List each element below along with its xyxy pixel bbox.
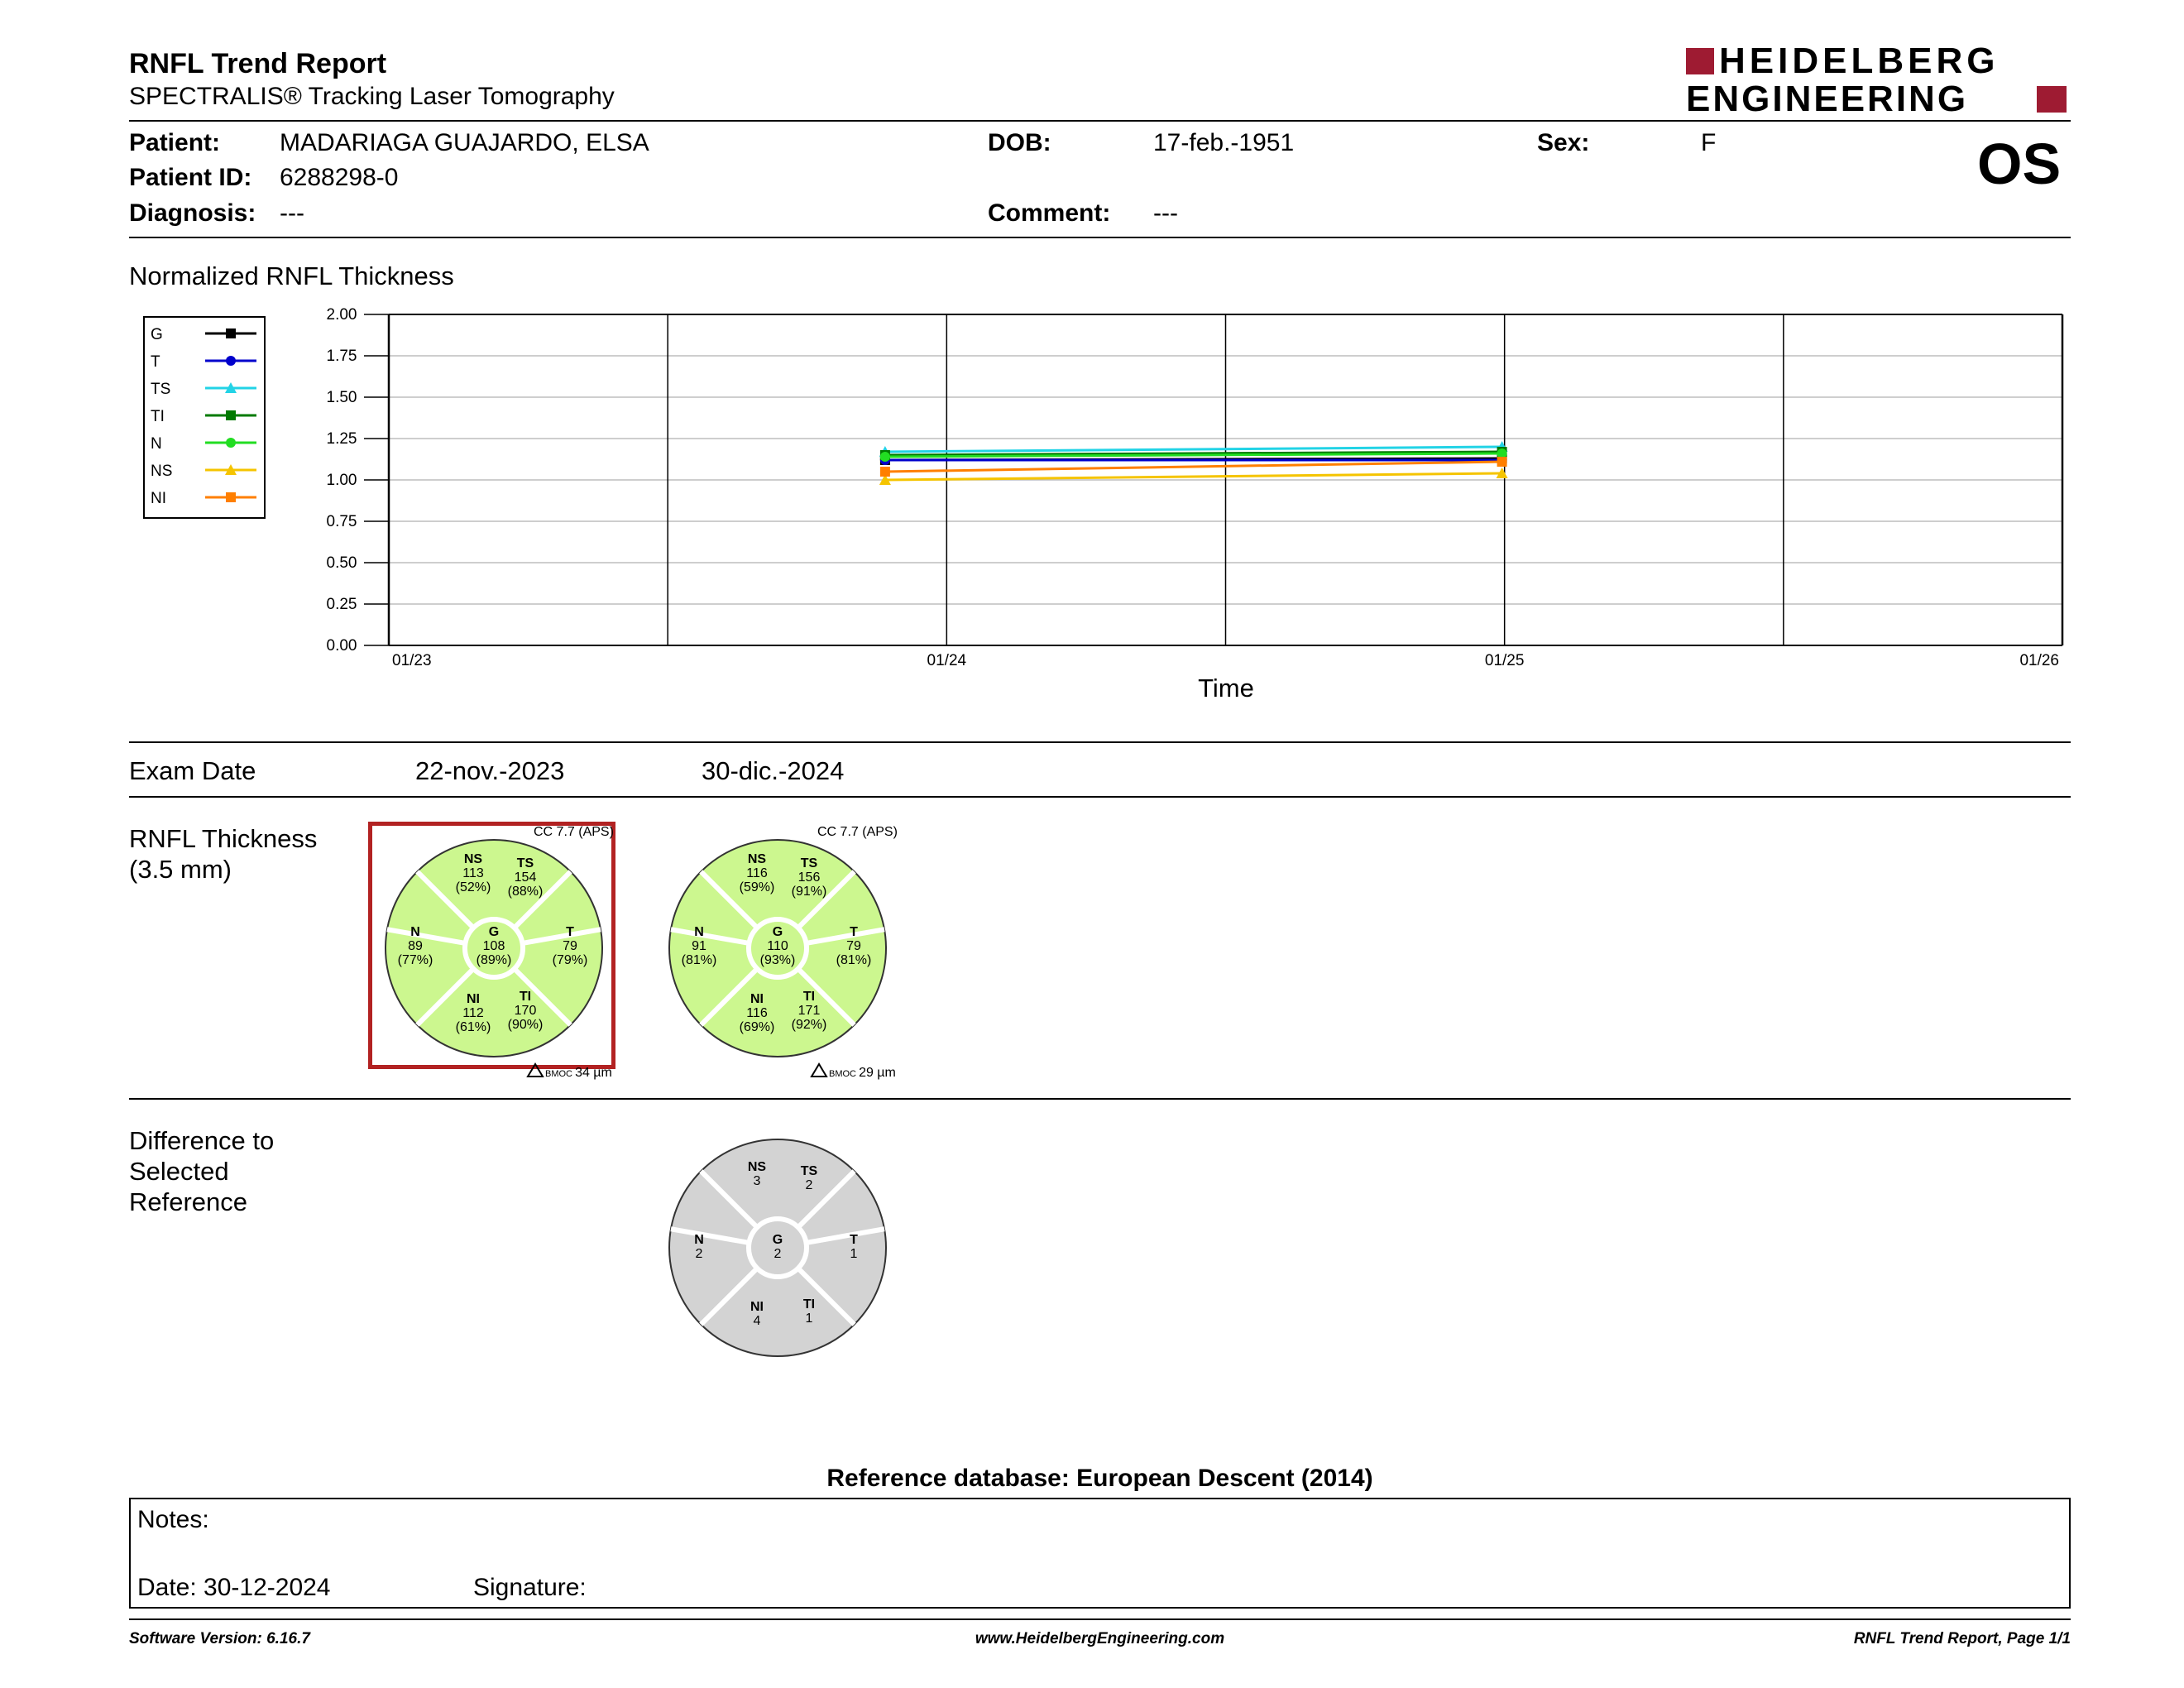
y-tick-label: 1.50 bbox=[326, 389, 357, 406]
sector-pct-ts: (88%) bbox=[507, 885, 544, 899]
page-number: RNFL Trend Report, Page 1/1 bbox=[1853, 1630, 2071, 1647]
sector-value-ti: 171 bbox=[797, 1004, 821, 1018]
sector-pct-ts: (91%) bbox=[791, 885, 827, 899]
sector-pct-ns: (59%) bbox=[739, 880, 775, 894]
difference-circle[interactable] bbox=[669, 1139, 886, 1356]
y-tick-label: 0.50 bbox=[326, 554, 357, 572]
sex-label: Sex: bbox=[1537, 129, 1590, 156]
sector-value-n: 89 bbox=[408, 939, 423, 953]
signature-label: Signature: bbox=[473, 1574, 587, 1601]
diagnosis-value: --- bbox=[280, 199, 304, 227]
legend-label: NS bbox=[151, 463, 173, 480]
sector-value-ni: 4 bbox=[753, 1314, 761, 1328]
sector-name-t: T bbox=[566, 925, 574, 939]
sector-name-ns: NS bbox=[747, 1160, 767, 1174]
x-tick-label: 01/26 bbox=[2019, 652, 2059, 669]
divider bbox=[129, 1098, 2071, 1100]
y-tick-label: 1.25 bbox=[326, 430, 357, 448]
website-link[interactable]: www.HeidelbergEngineering.com bbox=[975, 1630, 1225, 1647]
legend-label: T bbox=[151, 353, 160, 371]
x-tick-label: 01/25 bbox=[1484, 652, 1525, 669]
report-subtitle: SPECTRALIS® Tracking Laser Tomography bbox=[129, 83, 615, 110]
sector-name-ts: TS bbox=[800, 856, 818, 870]
sex-value: F bbox=[1701, 129, 1717, 156]
thickness-label-line1: RNFL Thickness bbox=[129, 824, 318, 853]
diagnosis-label: Diagnosis: bbox=[129, 199, 256, 227]
sector-pct-ni: (61%) bbox=[455, 1020, 491, 1034]
sector-name-ti: TI bbox=[802, 990, 816, 1004]
y-tick-label: 1.00 bbox=[326, 472, 357, 489]
sector-value-ts: 2 bbox=[805, 1178, 813, 1192]
thickness-label-line2: (3.5 mm) bbox=[129, 855, 232, 884]
x-tick-label: 01/23 bbox=[392, 652, 432, 669]
logo-line2: ENGINEERING bbox=[1686, 79, 1969, 119]
sector-pct-t: (79%) bbox=[552, 953, 588, 967]
difference-label-line3: Reference bbox=[129, 1187, 248, 1216]
sector-name-ti: TI bbox=[519, 990, 532, 1004]
patient-label: Patient: bbox=[129, 129, 221, 156]
sector-value-ti: 1 bbox=[805, 1312, 813, 1326]
eye-label: OS bbox=[1977, 132, 2062, 196]
y-tick-label: 0.25 bbox=[326, 596, 357, 613]
reference-database: Reference database: European Descent (2014) bbox=[826, 1465, 1373, 1492]
sector-value-g: 2 bbox=[774, 1247, 782, 1261]
sector-value-g: 110 bbox=[767, 939, 788, 953]
sector-name-ts: TS bbox=[800, 1164, 818, 1178]
x-axis-label: Time bbox=[1198, 674, 1254, 703]
patient-id: 6288298-0 bbox=[280, 164, 399, 191]
y-tick-label: 1.75 bbox=[326, 348, 357, 365]
delta-icon bbox=[812, 1064, 826, 1077]
exam-date-2: 30-dic.-2024 bbox=[702, 756, 845, 785]
sector-value-n: 91 bbox=[692, 939, 706, 953]
sector-value-ti: 170 bbox=[514, 1004, 537, 1018]
sector-name-g: G bbox=[772, 1233, 783, 1247]
report-title: RNFL Trend Report bbox=[129, 48, 387, 79]
comment-value: --- bbox=[1153, 199, 1178, 227]
divider bbox=[129, 1618, 2071, 1620]
software-version: Software Version: 6.16.7 bbox=[129, 1630, 310, 1647]
sector-name-ni: NI bbox=[750, 992, 764, 1006]
sector-name-t: T bbox=[850, 1233, 858, 1247]
sector-pct-ti: (90%) bbox=[507, 1018, 544, 1032]
exam-date-1: 22-nov.-2023 bbox=[415, 756, 565, 785]
delta-icon bbox=[528, 1064, 543, 1077]
sector-pct-n: (77%) bbox=[397, 953, 433, 967]
sector-value-ni: 116 bbox=[746, 1006, 768, 1020]
y-tick-label: 0.00 bbox=[326, 637, 357, 655]
sector-value-ts: 156 bbox=[797, 870, 821, 885]
sector-pct-g: (93%) bbox=[759, 953, 796, 967]
sector-name-ti: TI bbox=[802, 1297, 816, 1312]
legend-label: G bbox=[151, 326, 163, 343]
sector-value-t: 79 bbox=[846, 939, 861, 953]
sector-value-ns: 3 bbox=[753, 1174, 761, 1188]
sector-name-n: N bbox=[694, 925, 704, 939]
sector-name-ni: NI bbox=[750, 1300, 764, 1314]
logo-line1: HEIDELBERG bbox=[1719, 41, 2000, 81]
sector-name-ts: TS bbox=[516, 856, 534, 870]
y-tick-label: 0.75 bbox=[326, 513, 357, 530]
sector-pct-ti: (92%) bbox=[791, 1018, 827, 1032]
sector-pct-g: (89%) bbox=[476, 953, 512, 967]
patient-name: MADARIAGA GUAJARDO, ELSA bbox=[280, 129, 649, 156]
sector-name-ni: NI bbox=[467, 992, 480, 1006]
sector-name-n: N bbox=[694, 1233, 704, 1247]
legend-label: NI bbox=[151, 490, 166, 507]
rnfl-circle-exam-1[interactable] bbox=[386, 825, 614, 1080]
cc-label: CC 7.7 (APS) bbox=[817, 825, 898, 839]
x-tick-label: 01/24 bbox=[927, 652, 967, 669]
bmoc-label: BMOC 29 µm bbox=[829, 1066, 896, 1080]
sector-name-g: G bbox=[772, 925, 783, 939]
sector-value-ns: 113 bbox=[462, 866, 484, 880]
legend-label: N bbox=[151, 435, 162, 453]
sector-name-ns: NS bbox=[463, 852, 483, 866]
sector-name-n: N bbox=[410, 925, 420, 939]
y-tick-label: 2.00 bbox=[326, 306, 357, 324]
legend-label: TS bbox=[151, 381, 171, 398]
difference-label-line1: Difference to bbox=[129, 1126, 275, 1155]
comment-label: Comment: bbox=[988, 199, 1111, 227]
sector-name-g: G bbox=[488, 925, 500, 939]
difference-label-line2: Selected bbox=[129, 1157, 229, 1186]
sector-value-ns: 116 bbox=[746, 866, 768, 880]
sector-name-ns: NS bbox=[747, 852, 767, 866]
exam-date-label: Exam Date bbox=[129, 756, 256, 785]
notes-box[interactable] bbox=[129, 1498, 2071, 1609]
notes-date: Date: 30-12-2024 bbox=[137, 1574, 331, 1601]
sector-value-t: 1 bbox=[850, 1247, 858, 1261]
legend-label: TI bbox=[151, 408, 165, 425]
sector-pct-ns: (52%) bbox=[455, 880, 491, 894]
sector-pct-n: (81%) bbox=[681, 953, 717, 967]
sector-value-ni: 112 bbox=[462, 1006, 484, 1020]
sector-value-n: 2 bbox=[695, 1247, 703, 1261]
rnfl-circle-exam-2[interactable] bbox=[669, 825, 898, 1080]
patient-id-label: Patient ID: bbox=[129, 164, 252, 191]
notes-label: Notes: bbox=[137, 1506, 209, 1533]
sector-name-t: T bbox=[850, 925, 858, 939]
dob-value: 17-feb.-1951 bbox=[1153, 129, 1295, 156]
sector-pct-ni: (69%) bbox=[739, 1020, 775, 1034]
sector-value-ts: 154 bbox=[514, 870, 537, 885]
dob-label: DOB: bbox=[988, 129, 1051, 156]
sector-pct-t: (81%) bbox=[836, 953, 872, 967]
bmoc-label: BMOC 34 µm bbox=[545, 1066, 612, 1080]
sector-value-t: 79 bbox=[563, 939, 577, 953]
chart-title: Normalized RNFL Thickness bbox=[129, 261, 454, 290]
cc-label: CC 7.7 (APS) bbox=[534, 825, 614, 839]
sector-value-g: 108 bbox=[482, 939, 505, 953]
